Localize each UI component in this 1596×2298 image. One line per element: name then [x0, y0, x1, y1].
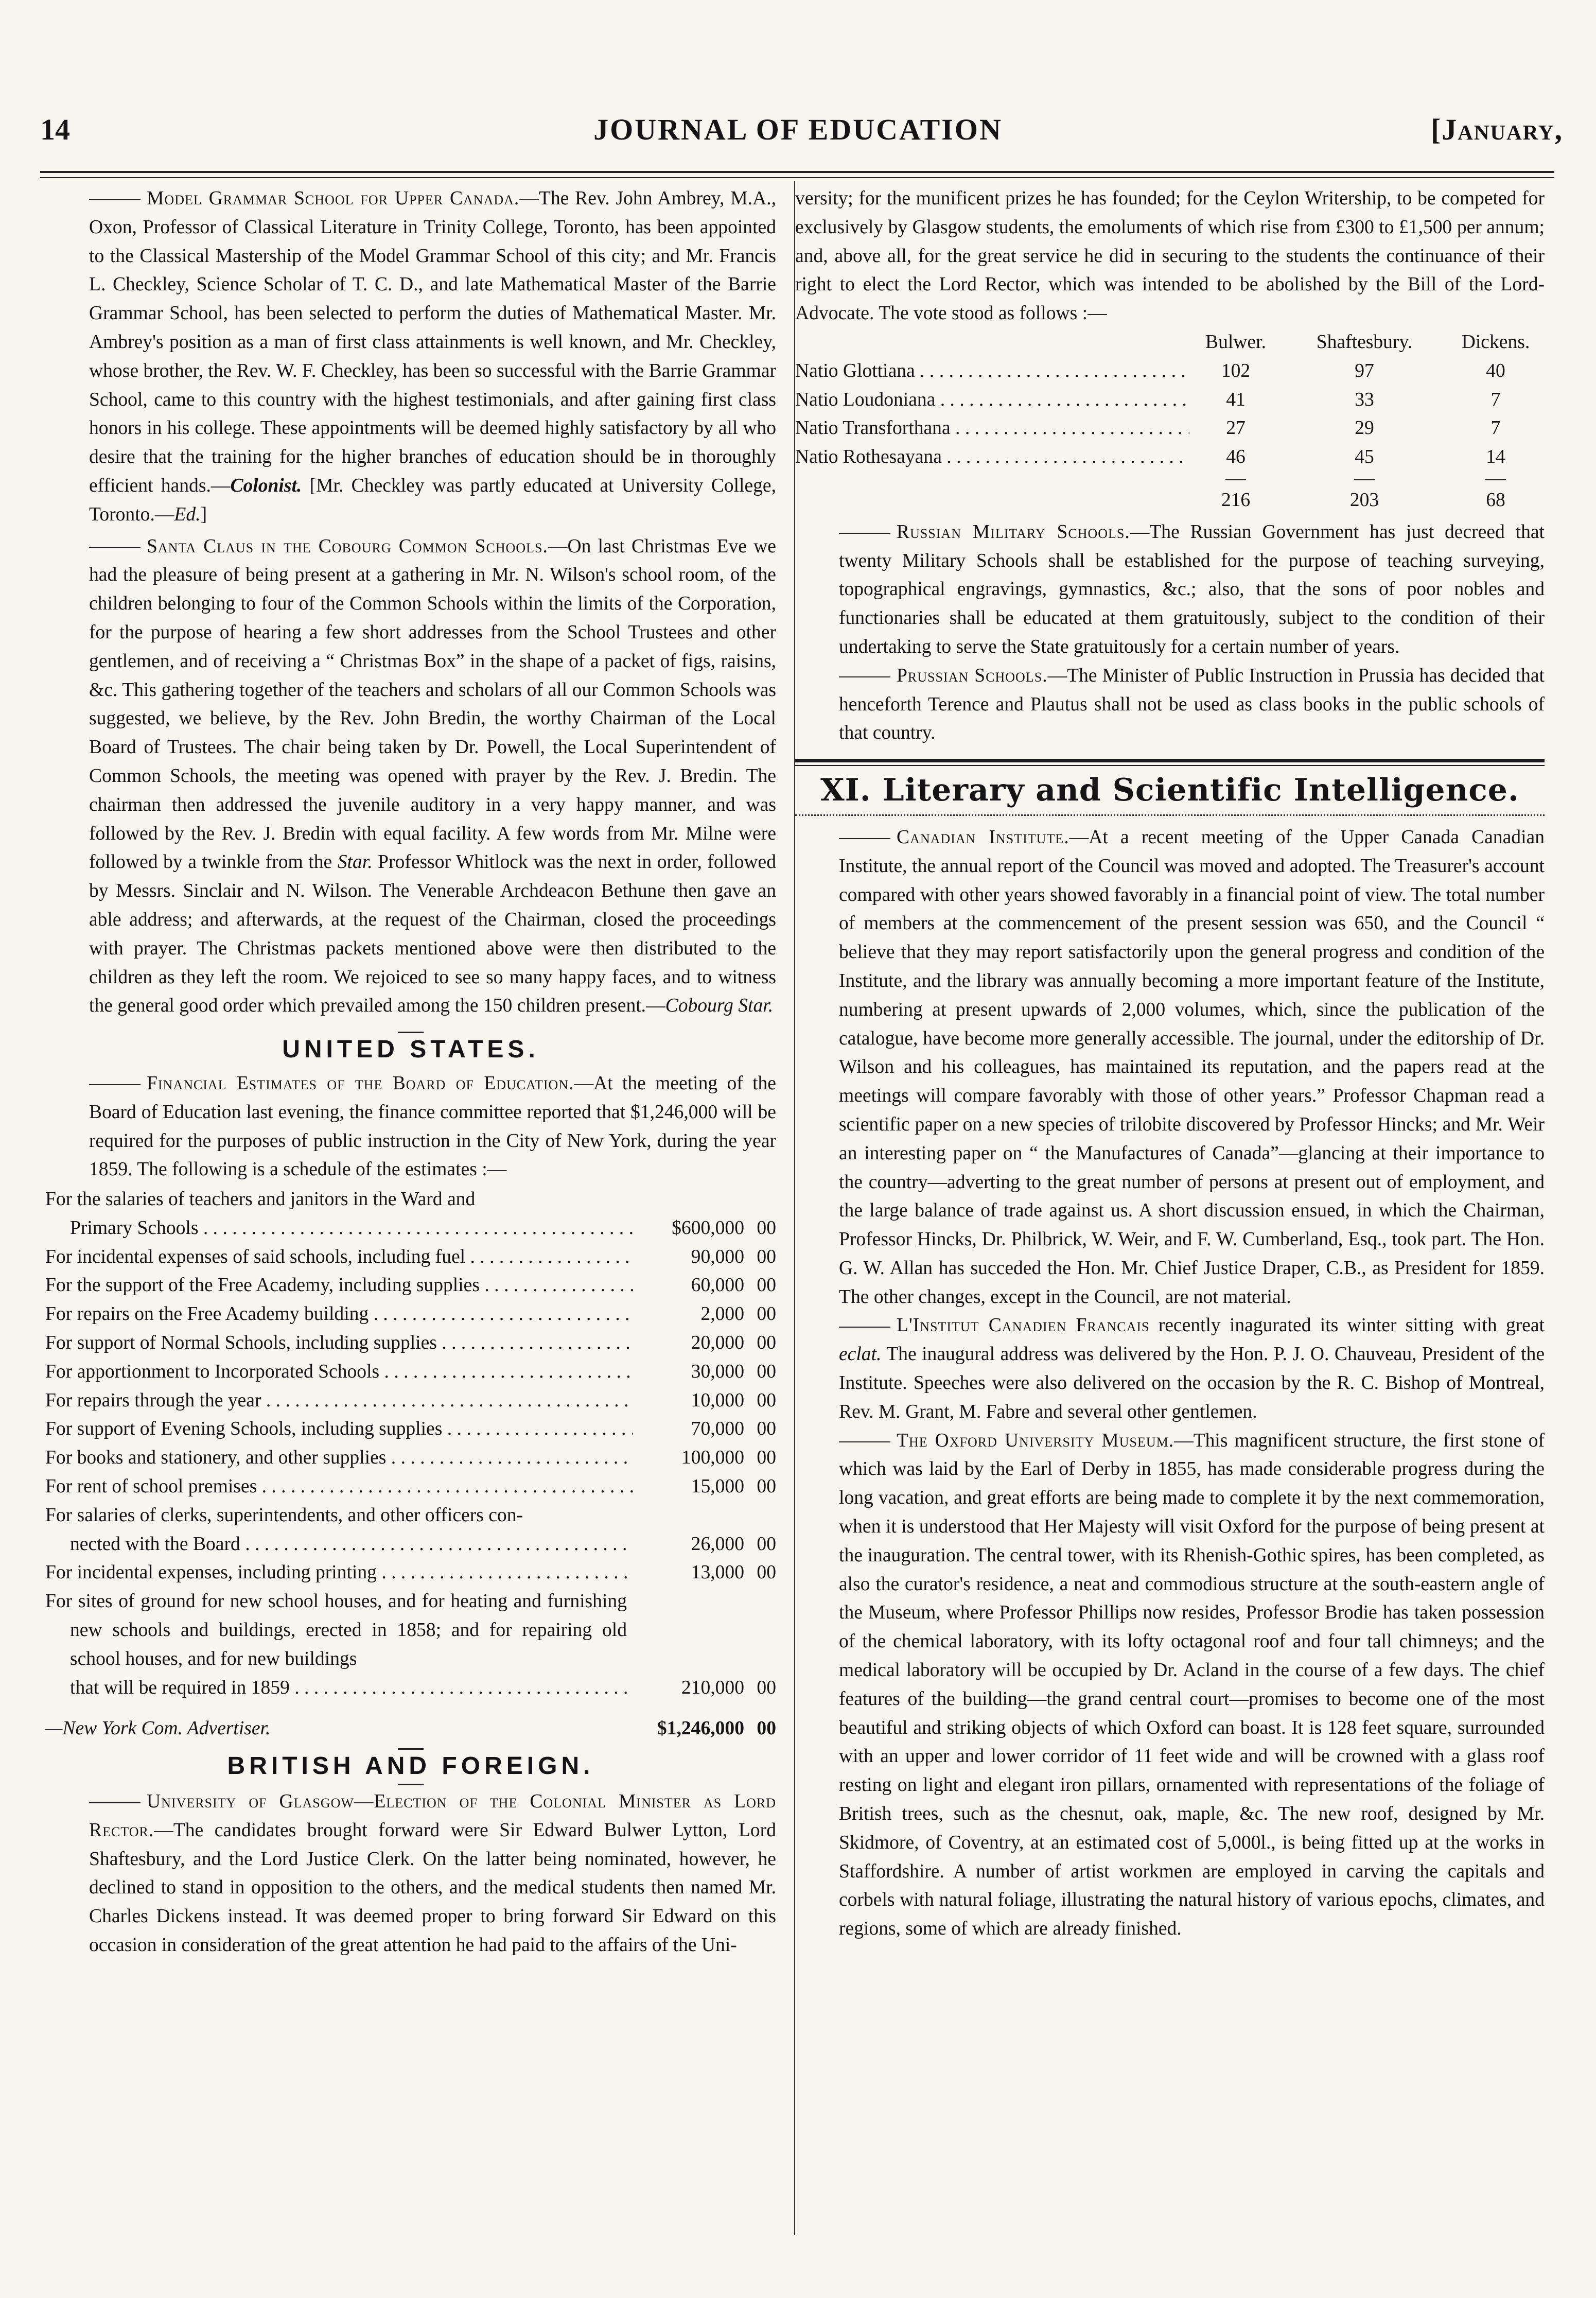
estimate-label: For repairs through the year . . . — [45, 1386, 633, 1415]
article-text: —At the meeting of the Board of Education last evening, the finance committee reported that $1,246,000 will be required for the purposes of public instruction in the City of New York, during the year 1859. The following is a schedule of the estimates :— — [89, 1072, 776, 1180]
estimate-amount: 100,000 — [681, 1447, 744, 1469]
article-star: Star. — [337, 851, 373, 873]
article-caption: University of Glasgow—Election of the Colonial Minister as Lord Rector. — [89, 1791, 776, 1841]
natio-name: Natio Loudoniana . . . — [795, 386, 1189, 414]
estimate-amount: 26,000 — [691, 1533, 744, 1555]
estimate-cents: 00 — [757, 1389, 776, 1411]
vote-shaftesbury: 97 — [1355, 360, 1374, 381]
vote-bulwer: 27 — [1226, 417, 1246, 439]
editor-note-close: ] — [200, 503, 207, 525]
vote-header: Bulwer. — [1205, 331, 1266, 353]
estimate-row — [45, 1530, 776, 1559]
estimate-row — [45, 1415, 776, 1443]
article-text: —On last Christmas Eve we had the pleasure of being present at a gathering in Mr. N. Wilson's school room, of the children belonging to four of the Common Schools within the limits of the Corporation, for the purpose of hearing a few short addresses from the School Trustees and other gentlemen, and of receiving a “ Christmas Box” in the shape of a packet of figs, raisins, &c. This gathering together of the teachers and scholars of all our Common Schools was suggested, we believe, by the Rev. John Bredin, the worthy Chairman of the Local Board of Trustees. The chair being taken by Dr. Powell, the Local Superintendent of Common Schools, the meeting was opened with prayer by the Rev. J. Bredin. The chairman then addressed the juvenile auditory in a very happy manner, and was followed by the Rev. J. Bredin with equal facility. A few words from Mr. Milne were followed by a twinkle from the — [89, 535, 776, 873]
estimate-label: For the salaries of teachers and janitors in the Ward and — [45, 1189, 476, 1210]
total-shaftesbury: 203 — [1349, 489, 1379, 511]
estimate-row — [45, 1443, 776, 1472]
article-financial-estimates — [45, 1069, 776, 1184]
estimate-amount: 90,000 — [691, 1246, 744, 1267]
natio-name: Natio Glottiana . . . — [795, 357, 1189, 386]
estimate-cents: 00 — [757, 1476, 776, 1498]
article-glasgow-election — [45, 1787, 776, 1960]
estimate-amount: 60,000 — [691, 1275, 744, 1296]
estimate-cents: 00 — [757, 1361, 776, 1382]
estimate-amount: 10,000 — [691, 1389, 744, 1411]
heading-united-states: UNITED STATES. — [282, 1036, 539, 1064]
article-text: —This magnificent structure, the first stone of which was laid by the Earl of Derby in 1855, has made considerable progress during the long vacation, and great efforts are being made to complete it by the next commemoration, when it is understood that Her Majesty will visit Oxford for the purpose of being present at the inauguration. The central tower, with its Rhenish-Gothic spires, has been completed, as also the curator's residence, a neat and commodious structure at the south-eastern angle of the Museum, where Professor Phillips now resides, Professor Brodie has taken possession of the chemical laboratory, with its lofty octagonal roof and four tall chimneys; and the medical laboratory will be occupied by Dr. Acland in the course of a few days. The chief features of the building—the grand central court—promises to become one of the most beautiful and striking objects of which Oxford can boast. It is 128 feet square, surrounded with an upper and lower corridor of 11 feet wide and will be crowned with a glass roof resting on light and elegant iron pillars, ornamented with representations of the foliage of British trees, such as the chesnut, oak, maple, &c. The new roof, designed by Mr. Skidmore, of Coventry, at an estimated cost of 5,000l., is being fitted up at the works in Staffordshire. A number of artist workmen are employed in carving the capitals and corbels with natural foliage, illustrating the natural history of various epochs, climates, and regions, some of which are already finished. — [839, 1430, 1545, 1940]
journal-title: JOURNAL OF EDUCATION — [593, 113, 1003, 146]
article-text: —The candidates brought forward were Sir Edward Bulwer Lytton, Lord Shaftesbury, and the Lord Justice Clerk. On the latter being nominated, however, he declined to stand in opposition to the others, and the medical students then named Mr. Charles Dickens instead. It was deemed proper to bring forward Sir Edward on this occasion in consideration of the great attention he had paid to the affairs of the Uni- — [89, 1819, 776, 1956]
estimates-table — [45, 1185, 776, 1743]
estimate-amount: 2,000 — [700, 1303, 744, 1325]
lead-dash — [839, 838, 890, 839]
header-rule-thin — [40, 177, 1554, 178]
natio-name: Natio Rothesayana . . . — [795, 443, 1189, 472]
estimate-cents: 00 — [757, 1418, 776, 1440]
vote-row — [795, 357, 1545, 386]
estimate-row — [45, 1300, 776, 1329]
article-text: recently inagurated its winter sitting with great — [1149, 1315, 1545, 1336]
section-divider — [398, 1032, 424, 1033]
lead-dash — [89, 1084, 141, 1085]
total-dickens: 68 — [1486, 489, 1505, 511]
estimate-label: For apportionment to Incorporated Schools . . . — [45, 1357, 633, 1386]
estimate-row — [45, 1185, 776, 1214]
article-prussian-schools — [795, 661, 1545, 747]
vote-dickens: 7 — [1490, 417, 1501, 439]
article-text: —The Minister of Public Instruction in Prussia has decided that henceforth Terence and Plautus shall not be used as class books in the public schools of that country. — [839, 665, 1545, 744]
estimate-row — [45, 1386, 776, 1415]
page-number: 14 — [40, 113, 70, 146]
lead-dash — [839, 676, 890, 677]
article-caption: Russian Military Schools. — [897, 521, 1130, 543]
section-rule-thin — [795, 765, 1545, 766]
lead-dash — [89, 547, 141, 548]
section-rule-dotted — [795, 814, 1545, 816]
vote-shaftesbury: 45 — [1355, 446, 1374, 468]
article-santa-claus — [45, 532, 776, 1021]
vote-shaftesbury: 29 — [1355, 417, 1374, 439]
estimate-cents: 00 — [757, 1332, 776, 1354]
vote-dickens: 40 — [1486, 360, 1505, 381]
article-text: —At a recent meeting of the Upper Canada Canadian Institute, the annual report of the Council was moved and adopted. The Treasurer's account compared with other years showed favorably in a financial point of view. The total number of members at the commencement of the present session was 650, and the Council “ believe that they may report satisfactorily upon the general progress and condition of the Institute, and the library was annually becoming a more important feature of the Institute, numbering at present upwards of 2,000 volumes, which, since the publication of the catalogue, have become more generally accessible. The journal, under the editorship of Dr. Wilson and his colleagues, has maintained its reputation, and the papers read at the meetings will compare favorably with those of other years.” Professor Chapman read a scientific paper on a new species of trilobite discovered by Professor Hincks; and Mr. Weir an interesting paper on “ the Manufactures of Canada”—glancing at their importance to the country—adverting to the great number of persons at present out of employment, and the large balance of trade against us. A short discussion ensued, in which the Chairman, Professor Hincks, Dr. Philbrick, W. Weir, and F. W. Cumberland, Esq., took part. The Hon. G. W. Allan has succeded the Hon. Mr. Chief Justice Draper, C.B., as President for 1859. The other changes, except in the Council, are not material. — [839, 826, 1545, 1308]
sum-rule — [1485, 479, 1506, 480]
estimate-row — [45, 1214, 776, 1243]
estimate-amount: 70,000 — [691, 1418, 744, 1440]
vote-header-row — [795, 328, 1545, 357]
article-text: —The Russian Government has just decreed that twenty Military Schools shall be established for the purpose of teaching surveying, topographical engravings, gymnastics, &c.; also, that the sons of poor nobles and functionaries shall be educated at them gratuitously, subject to the condition of their undertaking to serve the State gratuitously for a certain number of years. — [839, 521, 1545, 657]
article-model-grammar-school — [45, 184, 776, 529]
vote-bulwer: 46 — [1226, 446, 1246, 468]
issue-month: [January, — [1430, 113, 1563, 146]
section-divider — [398, 1748, 424, 1750]
estimate-cents: 00 — [757, 1562, 776, 1583]
estimate-row — [45, 1357, 776, 1386]
article-russian-schools — [795, 518, 1545, 661]
estimate-label-cont: Primary Schools . . . — [45, 1214, 633, 1243]
vote-dickens: 7 — [1490, 389, 1501, 410]
estimate-label: For the support of the Free Academy, including supplies . . . — [45, 1271, 633, 1300]
estimate-amount: 210,000 — [681, 1677, 744, 1698]
vote-shaftesbury: 33 — [1355, 389, 1374, 410]
sum-rule — [1354, 479, 1375, 480]
article-caption: Canadian Institute. — [897, 826, 1069, 848]
section-rule-thick — [795, 759, 1545, 762]
natio-name: Natio Transforthana . . . — [795, 414, 1189, 443]
estimate-cents: 00 — [757, 1217, 776, 1239]
vote-row — [795, 386, 1545, 414]
article-caption: Financial Estimates of the Board of Education. — [147, 1072, 574, 1094]
article-institut-canadien — [795, 1311, 1545, 1426]
vote-table — [795, 328, 1545, 515]
editor-mark: Ed. — [174, 503, 201, 525]
estimate-label: For support of Evening Schools, including supplies . . . — [45, 1415, 633, 1443]
lead-dash — [839, 533, 890, 534]
sum-rule — [1225, 479, 1246, 480]
estimate-row — [45, 1501, 776, 1530]
estimates-total-cents: 00 — [757, 1718, 776, 1739]
section-divider — [398, 1784, 424, 1785]
vote-header: Dickens. — [1461, 331, 1530, 353]
right-column — [795, 184, 1545, 1943]
estimates-total: $1,246,000 — [657, 1718, 744, 1739]
article-caption: L'Institut Canadien Francais — [897, 1315, 1150, 1336]
estimate-label: For support of Normal Schools, including supplies . . . — [45, 1329, 633, 1357]
article-text-cont: Professor Whitlock was the next in order, followed by Messrs. Sinclair and N. Wilson. The Venerable Archdeacon Bethune then gave an able address; and afterwards, at the request of the Chairman, closed the proceedings with prayer. The Christmas packets mentioned above were then distributed to the children as they left the room. We rejoiced to see so many happy faces, and to witness the general good order which prevailed among the 150 children present.— — [89, 851, 776, 1017]
estimate-row — [45, 1674, 776, 1702]
vote-dickens: 14 — [1486, 446, 1505, 468]
article-caption: Prussian Schools. — [897, 665, 1048, 686]
article-glasgow-continued: versity; for the munificent prizes he has founded; for the Ceylon Writership, to be competed for exclusively by Glasgow students, the emoluments of which rise from £300 to £1,500 per annum; and, above all, for the great service he did in securing to the students the continuance of their right to elect the Lord Rector, which was intended to be abolished by the Bill of the Lord-Advocate. The vote stood as follows :— — [795, 188, 1545, 324]
heading-british-foreign: BRITISH AND FOREIGN. — [227, 1752, 594, 1780]
lead-dash — [839, 1441, 890, 1442]
estimate-label: For incidental expenses, including printing . . . — [45, 1558, 633, 1587]
article-caption: The Oxford University Museum. — [897, 1430, 1174, 1451]
estimate-amount: 20,000 — [691, 1332, 744, 1354]
lead-dash — [89, 199, 141, 200]
estimate-label-cont: that will be required in 1859 . . . — [45, 1674, 633, 1702]
estimate-cents: 00 — [757, 1275, 776, 1296]
vote-row — [795, 414, 1545, 443]
article-eclat: eclat. — [839, 1344, 882, 1365]
estimate-cents: 00 — [757, 1246, 776, 1267]
estimate-cents: 00 — [757, 1303, 776, 1325]
left-column — [45, 184, 776, 1960]
editor-note: [Mr. Checkley was partly educated at University College, Toronto.— — [89, 475, 776, 525]
estimates-source: —New York Com. Advertiser. — [45, 1718, 271, 1739]
article-source: Colonist. — [230, 475, 302, 496]
estimates-total-row — [45, 1714, 776, 1743]
article-caption: Santa Claus in the Cobourg Common Schools. — [147, 535, 548, 557]
section-title: XI. Literary and Scientific Intelligence. — [820, 772, 1519, 809]
estimate-label: For sites of ground for new school houses, and for heating and furnishing new schools and buildings, erected in 1858; and for repairing old school houses, and for new buildings — [45, 1591, 627, 1669]
estimate-amount: 15,000 — [691, 1476, 744, 1498]
estimate-row — [45, 1587, 776, 1673]
estimate-cents: 00 — [757, 1677, 776, 1698]
estimate-amount: 13,000 — [691, 1562, 744, 1583]
estimate-label: For repairs on the Free Academy building . . . — [45, 1300, 633, 1329]
vote-header: Shaftesbury. — [1316, 331, 1413, 353]
estimate-row — [45, 1243, 776, 1272]
estimate-label-cont: nected with the Board . . . — [45, 1530, 633, 1559]
estimate-amount: $600,000 — [672, 1217, 744, 1239]
lead-dash — [839, 1327, 890, 1328]
vote-sum-rule-row — [795, 472, 1545, 486]
estimate-amount: 30,000 — [691, 1361, 744, 1382]
header-rule — [40, 171, 1554, 173]
lead-dash — [89, 1802, 141, 1803]
vote-row — [795, 443, 1545, 472]
estimate-cents: 00 — [757, 1533, 776, 1555]
article-canadian-institute — [795, 823, 1545, 1312]
estimate-row — [45, 1558, 776, 1587]
vote-bulwer: 41 — [1226, 389, 1246, 410]
total-bulwer: 216 — [1221, 489, 1251, 511]
estimate-row — [45, 1329, 776, 1357]
vote-bulwer: 102 — [1221, 360, 1251, 381]
article-text: —The Rev. John Ambrey, M.A., Oxon, Professor of Classical Literature in Trinity College, Toronto, has been appointed to the Classical Mastership of the Model Grammar School of this city; and Mr. Francis L. Checkley, Science Scholar of T. C. D., and late Mathematical Master of the Barrie Grammar School, has been selected to perform the duties of Mathematical Master. Mr. Ambrey's position as a man of first class attainments is well known, and Mr. Checkley, whose brother, the Rev. W. F. Checkley, has been so successful with the Barrie Grammar School, came to this country with the highest testimonials, and after gaining first class honors in his college. These appointments will be deemed highly satisfactory by all who desire that the training for the higher branches of education should be in thoroughly efficient hands.— — [89, 188, 776, 496]
estimate-label: For salaries of clerks, superintendents, and other officers con- — [45, 1504, 523, 1526]
estimate-row — [45, 1472, 776, 1501]
estimate-label: For books and stationery, and other supplies . . . — [45, 1443, 633, 1472]
article-source: Cobourg Star. — [665, 995, 774, 1017]
article-oxford-museum — [795, 1426, 1545, 1943]
estimate-label: For incidental expenses of said schools, including fuel . . . — [45, 1243, 633, 1272]
vote-total-row — [795, 486, 1545, 515]
article-caption: Model Grammar School for Upper Canada. — [147, 188, 520, 209]
estimate-row — [45, 1271, 776, 1300]
article-text-cont: The inaugural address was delivered by the Hon. P. J. O. Chauveau, President of the Institute. Speeches were also delivered on the occasion by the R. C. Bishop of Montreal, Rev. M. Grant, M. Fabre and several other gentlemen. — [839, 1344, 1545, 1422]
estimate-cents: 00 — [757, 1447, 776, 1469]
estimate-label: For rent of school premises . . . — [45, 1472, 633, 1501]
